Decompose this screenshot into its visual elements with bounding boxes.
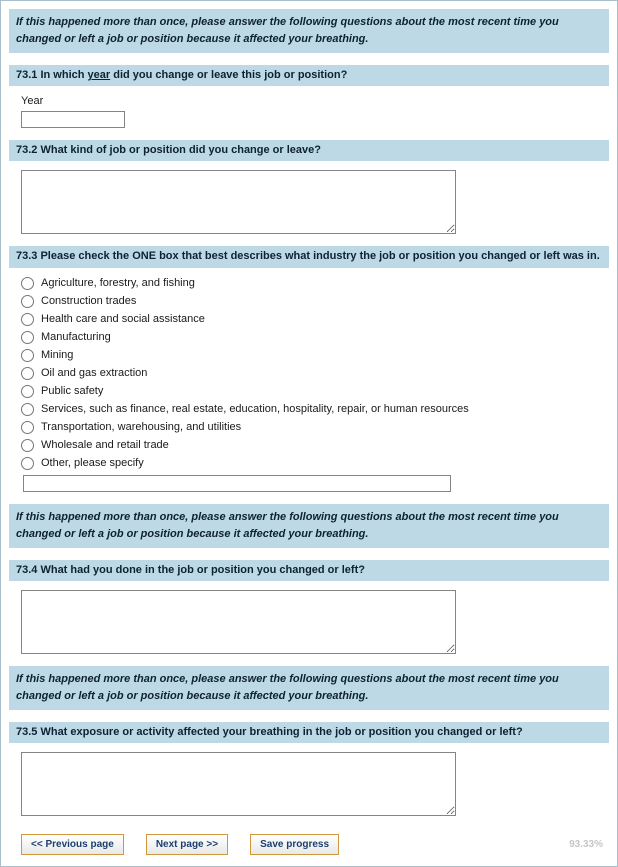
year-label: Year xyxy=(21,95,44,108)
industry-option[interactable] xyxy=(21,385,609,398)
question-731-header xyxy=(9,65,609,86)
industry-radio[interactable] xyxy=(21,349,34,362)
question-735-header: 73.5 What exposure or activity affected your breathing in the job or position you changed or left? xyxy=(9,722,609,743)
industry-option-label: Other, please specify xyxy=(41,457,144,470)
industry-radio[interactable] xyxy=(21,421,34,434)
industry-option-label: Public safety xyxy=(41,385,104,398)
previous-page-button[interactable]: << Previous page xyxy=(21,834,124,855)
footer-bar xyxy=(21,834,603,855)
industry-radio[interactable] xyxy=(21,313,34,326)
industry-option[interactable] xyxy=(21,295,609,308)
industry-option-label: Wholesale and retail trade xyxy=(41,439,169,452)
job-duties-textarea[interactable] xyxy=(21,590,456,654)
question-732-header: 73.2 What kind of job or position did you change or leave? xyxy=(9,140,609,161)
instruction-banner-bottom: If this happened more than once, please answer the following questions about the most recent time you changed or left a job or position because it affected your breathing. xyxy=(9,666,609,710)
industry-option-label: Transportation, warehousing, and utilities xyxy=(41,421,242,434)
industry-option[interactable] xyxy=(21,277,609,290)
industry-option[interactable] xyxy=(21,331,609,344)
industry-radio[interactable] xyxy=(21,439,34,452)
next-page-button[interactable]: Next page >> xyxy=(146,834,228,855)
industry-radio[interactable] xyxy=(21,457,34,470)
industry-option[interactable] xyxy=(21,439,609,452)
industry-radio[interactable] xyxy=(21,385,34,398)
instruction-banner-top: If this happened more than once, please answer the following questions about the most recent time you changed or left a job or position because it affected your breathing. xyxy=(9,9,609,53)
industry-radio[interactable] xyxy=(21,403,34,416)
industry-radio[interactable] xyxy=(21,367,34,380)
year-input[interactable] xyxy=(21,111,125,128)
industry-option-label: Agriculture, forestry, and fishing xyxy=(41,277,195,290)
exposure-textarea[interactable] xyxy=(21,752,456,816)
industry-option-label: Mining xyxy=(41,349,74,362)
industry-option-label: Manufacturing xyxy=(41,331,111,344)
industry-options xyxy=(21,277,609,470)
job-kind-textarea[interactable] xyxy=(21,170,456,234)
industry-option-label: Health care and social assistance xyxy=(41,313,205,326)
save-progress-button[interactable]: Save progress xyxy=(250,834,339,855)
other-specify-input[interactable] xyxy=(23,475,451,492)
progress-percentage: 93.33% xyxy=(569,839,603,850)
industry-option[interactable] xyxy=(21,367,609,380)
question-733-header: 73.3 Please check the ONE box that best describes what industry the job or position you changed or left was in. xyxy=(9,246,609,267)
industry-option[interactable] xyxy=(21,457,609,470)
industry-option[interactable] xyxy=(21,403,609,416)
industry-option[interactable] xyxy=(21,421,609,434)
year-field xyxy=(21,95,609,128)
industry-option[interactable] xyxy=(21,313,609,326)
question-734-header: 73.4 What had you done in the job or position you changed or left? xyxy=(9,560,609,581)
industry-option-label: Construction trades xyxy=(41,295,137,308)
industry-radio[interactable] xyxy=(21,331,34,344)
industry-option[interactable] xyxy=(21,349,609,362)
industry-radio[interactable] xyxy=(21,277,34,290)
q731-text-before: 73.1 In which xyxy=(16,69,88,82)
industry-option-label: Oil and gas extraction xyxy=(41,367,148,380)
industry-radio[interactable] xyxy=(21,295,34,308)
q731-year-underlined: year xyxy=(87,69,111,82)
industry-option-label: Services, such as finance, real estate, education, hospitality, repair, or human resources xyxy=(41,403,469,416)
q731-text-after: did you change or leave this job or position? xyxy=(110,69,348,82)
instruction-banner-middle: If this happened more than once, please answer the following questions about the most recent time you changed or left a job or position because it affected your breathing. xyxy=(9,504,609,548)
